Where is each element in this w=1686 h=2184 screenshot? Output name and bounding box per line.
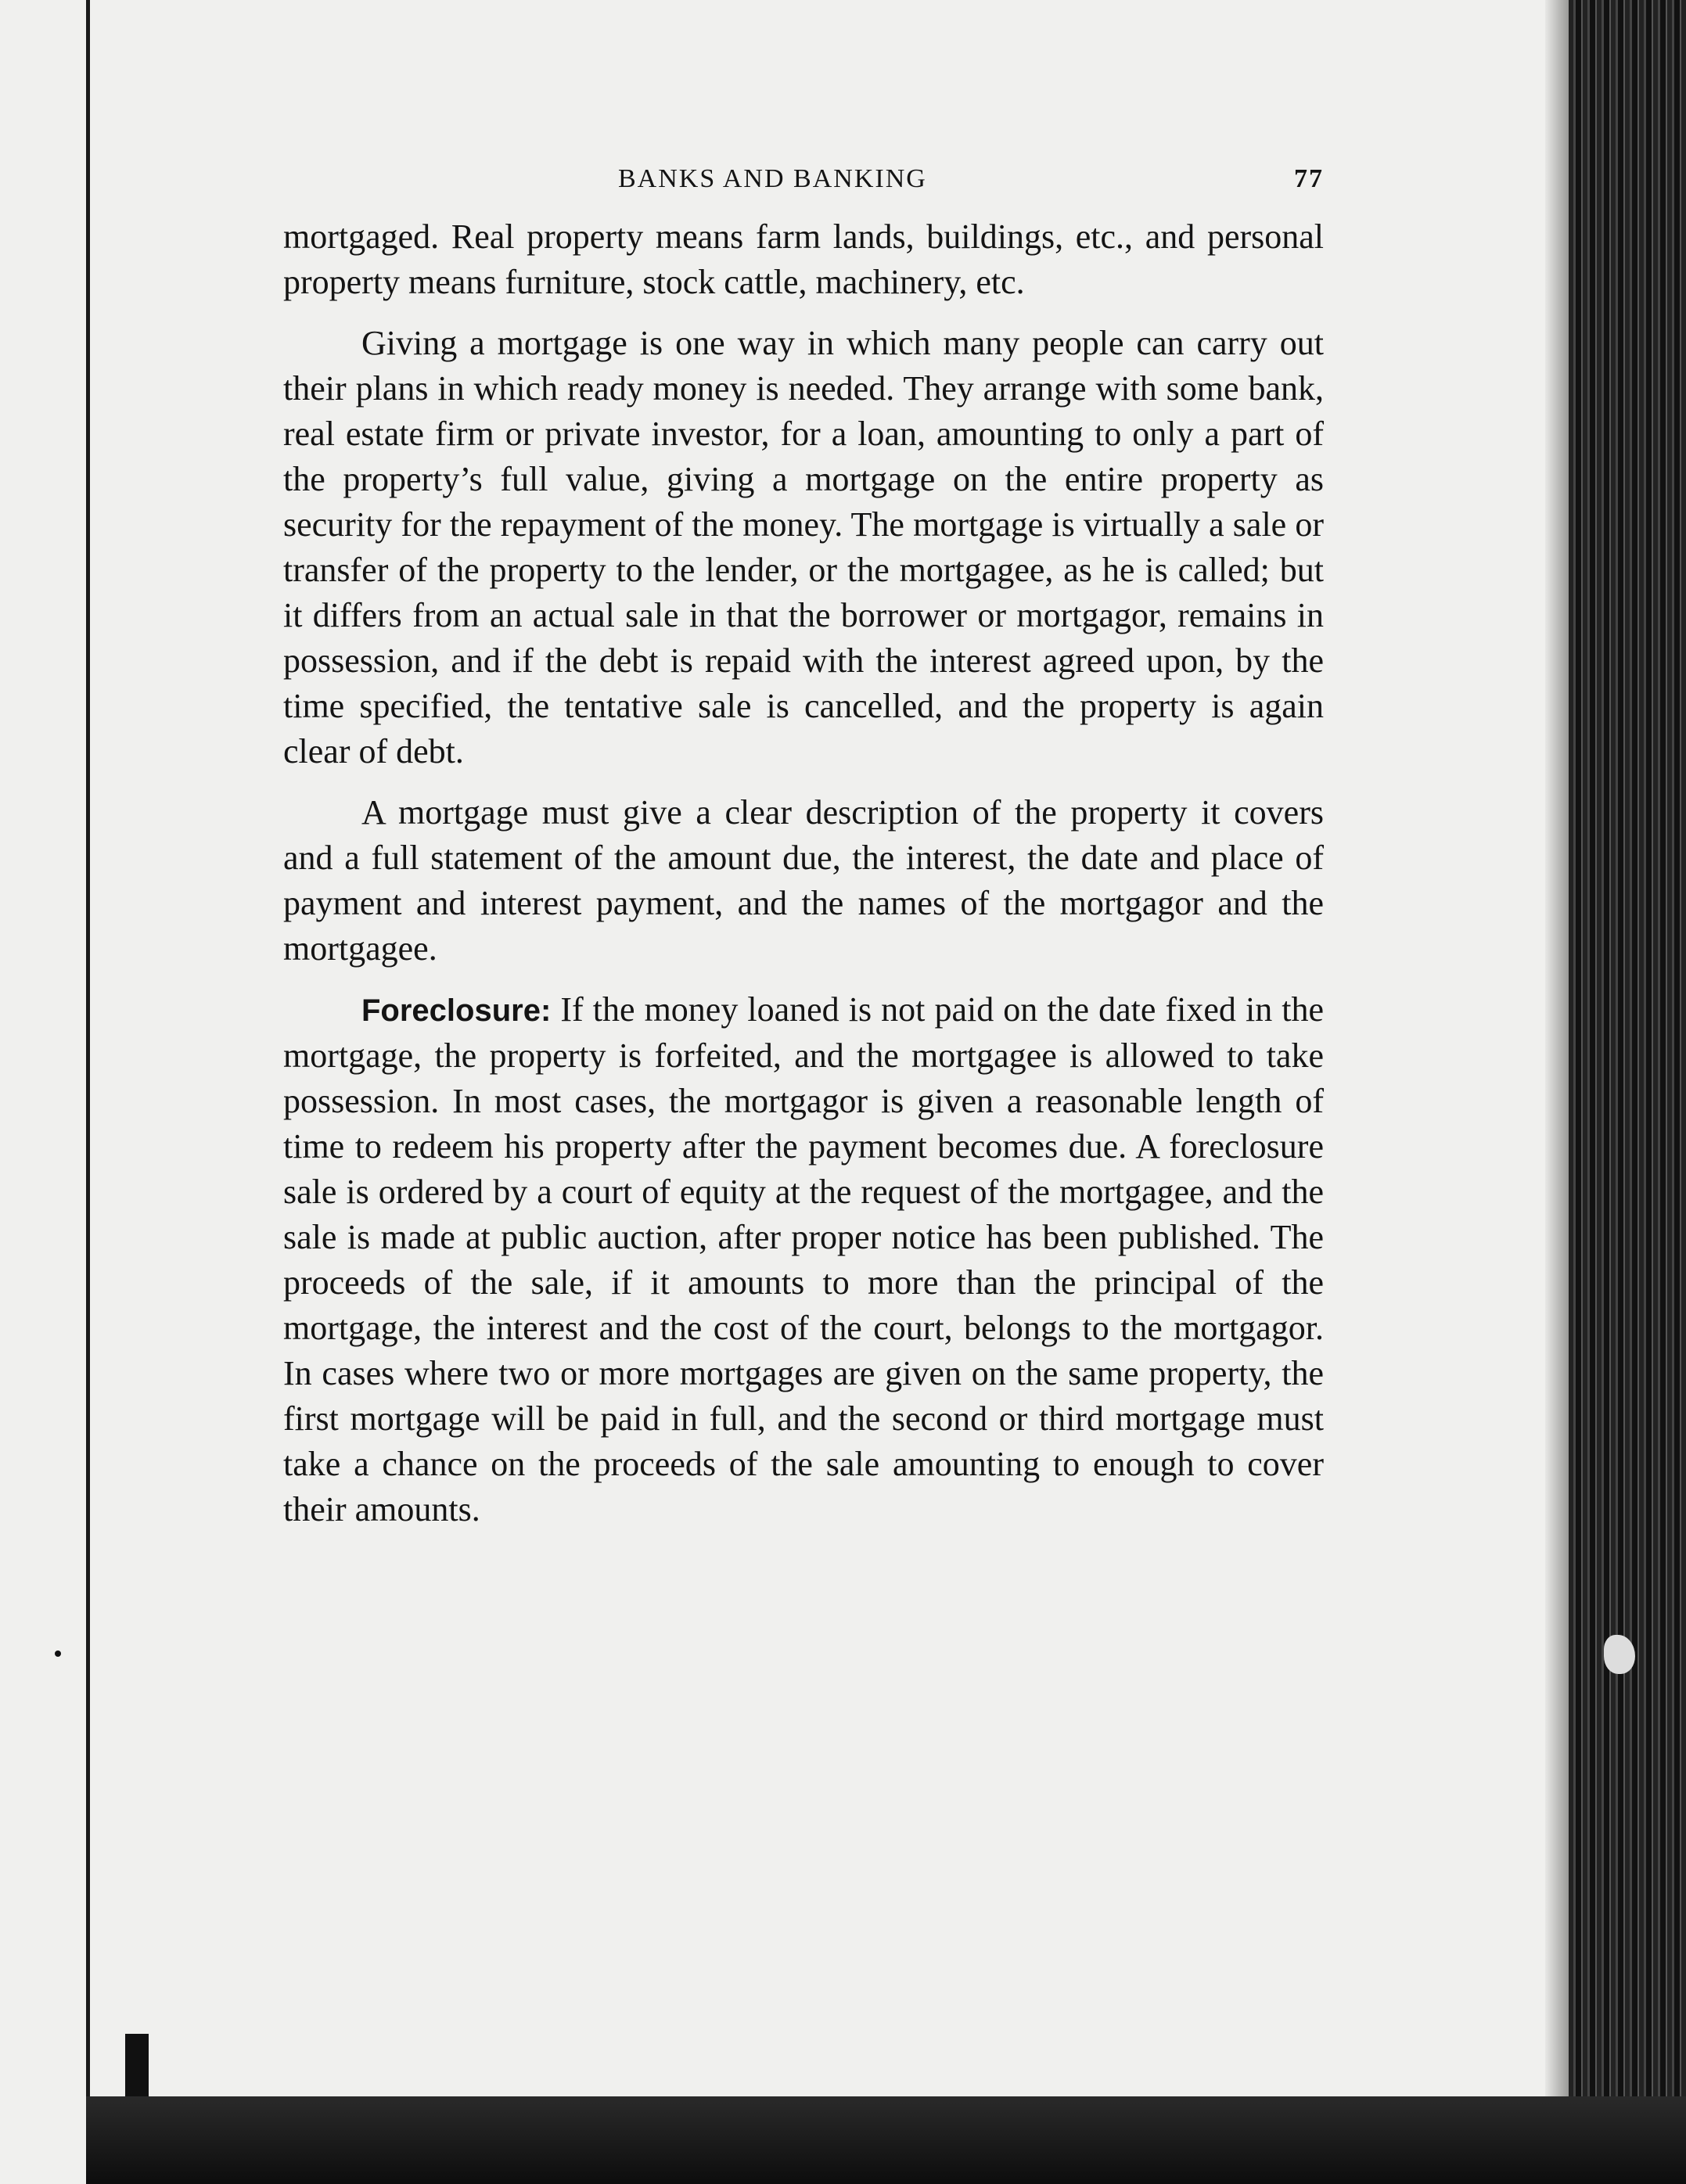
bottom-page-edge: [86, 2096, 1686, 2184]
paragraph-mortgage-description: A mortgage must give a clear description of the property it covers and a full statement of the amount due, the interest, the date and place of payment and interest payment, and the names of the mortgagor and the mortgagee.: [283, 793, 1324, 968]
page-number: 77: [1294, 164, 1324, 193]
foreclosure-text: If the money loaned is not paid on the date fixed in the mortgage, the property is forfeited, and the mortgagee is allowed to take possession. In most cases, the mortgagor is given a reasonable length of time to redeem his property after the payment becomes due. A foreclosure sale is ordered by a court of equity at the request of the mortgagee, and the sale is made at public auction, after proper notice has been published. The proceeds of the sale, if it amounts to more than the principal of the mortgage, the interest and the cost of the court, belongs to the mortgagor. In cases where two or more mortgages are given on the same property, the first mortgage will be paid in full, and the second or third mortgage must take a chance on the proceeds of the sale amounting to enough to cover their amounts.: [283, 990, 1325, 1528]
left-page-edge-line: [86, 0, 90, 2096]
paragraph-foreclosure: [283, 987, 1324, 1532]
text-block: [283, 164, 1324, 1548]
spine-damage-spot: [1604, 1635, 1635, 1674]
foreclosure-heading: Foreclosure:: [361, 993, 552, 1028]
binding-shadow: [125, 2034, 149, 2104]
paragraph-continuation: mortgaged. Real property means farm lands, buildings, etc., and personal property means furniture, stock cattle, machinery, etc.: [283, 217, 1324, 301]
ink-speck: [55, 1651, 61, 1657]
running-head: [283, 164, 1324, 214]
paragraph-giving-mortgage: Giving a mortgage is one way in which many people can carry out their plans in which ready money is needed. They arrange with some bank, real estate firm or private investor, for a loan, amounting to only a part of the property’s full value, giving a mortgage on the entire property as security for the repayment of the money. The mortgage is virtually a sale or transfer of the property to the lender, or the mortgagee, as he is called; but it differs from an actual sale in that the borrower or mortgagor, remains in possession, and if the debt is repaid with the interest agreed upon, by the time specified, the tentative sale is cancelled, and the property is again clear of debt.: [283, 324, 1324, 771]
book-spine: [1569, 0, 1686, 2184]
running-title: BANKS AND BANKING: [618, 164, 927, 193]
page-curl-shadow: [1545, 0, 1569, 2112]
